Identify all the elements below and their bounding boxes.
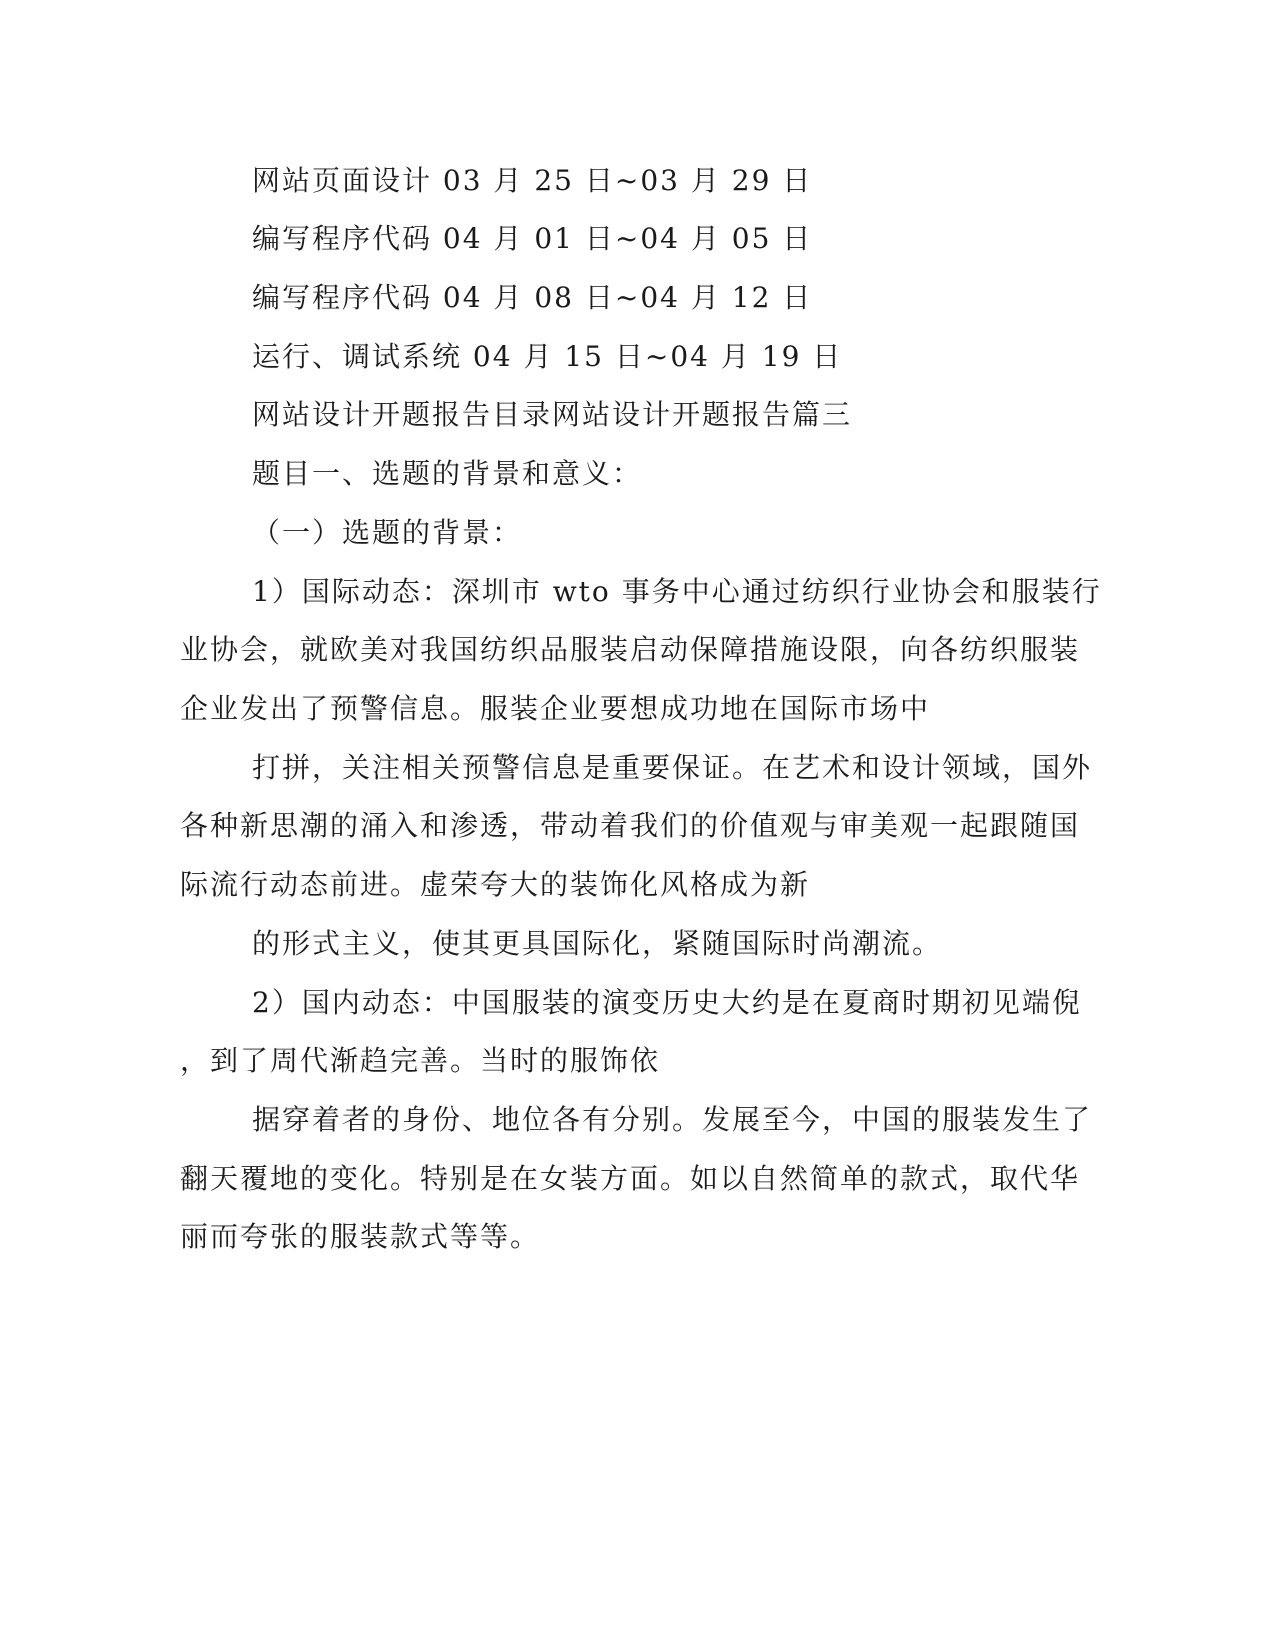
paragraph-line: 企业发出了预警信息。服装企业要想成功地在国际市场中	[180, 692, 931, 725]
paragraph-line: 各种新思潮的涌入和渗透，带动着我们的价值观与审美观一起跟随国	[180, 809, 1081, 842]
schedule-line-testing: 运行、调试系统 04 月 15 日~04 月 19 日	[252, 340, 843, 373]
paragraph-line: 翻天覆地的变化。特别是在女装方面。如以自然简单的款式，取代华	[180, 1162, 1081, 1195]
paragraph-line: 际流行动态前进。虚荣夸大的装饰化风格成为新	[180, 868, 811, 901]
report-heading: 网站设计开题报告目录网站设计开题报告篇三	[252, 398, 853, 431]
schedule-line-coding-2: 编写程序代码 04 月 08 日~04 月 12 日	[252, 281, 813, 314]
paragraph-line: 打拼，关注相关预警信息是重要保证。在艺术和设计领域，国外	[252, 751, 1093, 784]
subsection-title: （一）选题的背景：	[252, 516, 523, 549]
section-title: 题目一、选题的背景和意义：	[252, 457, 643, 490]
schedule-line-page-design: 网站页面设计 03 月 25 日~03 月 29 日	[252, 164, 813, 197]
paragraph-line: 1）国际动态：深圳市 wto 事务中心通过纺织行业协会和服装行	[252, 575, 1102, 608]
paragraph-line: 2）国内动态：中国服装的演变历史大约是在夏商时期初见端倪	[252, 986, 1082, 1019]
paragraph-line: ，到了周代渐趋完善。当时的服饰依	[180, 1044, 661, 1077]
paragraph-line: 据穿着者的身份、地位各有分别。发展至今，中国的服装发生了	[252, 1103, 1093, 1136]
paragraph-line: 业协会，就欧美对我国纺织品服装启动保障措施设限，向各纺织服装	[180, 633, 1081, 666]
paragraph-line: 的形式主义，使其更具国际化，紧随国际时尚潮流。	[252, 927, 943, 960]
schedule-line-coding-1: 编写程序代码 04 月 01 日~04 月 05 日	[252, 222, 813, 255]
paragraph-line: 丽而夸张的服装款式等等。	[180, 1220, 541, 1253]
